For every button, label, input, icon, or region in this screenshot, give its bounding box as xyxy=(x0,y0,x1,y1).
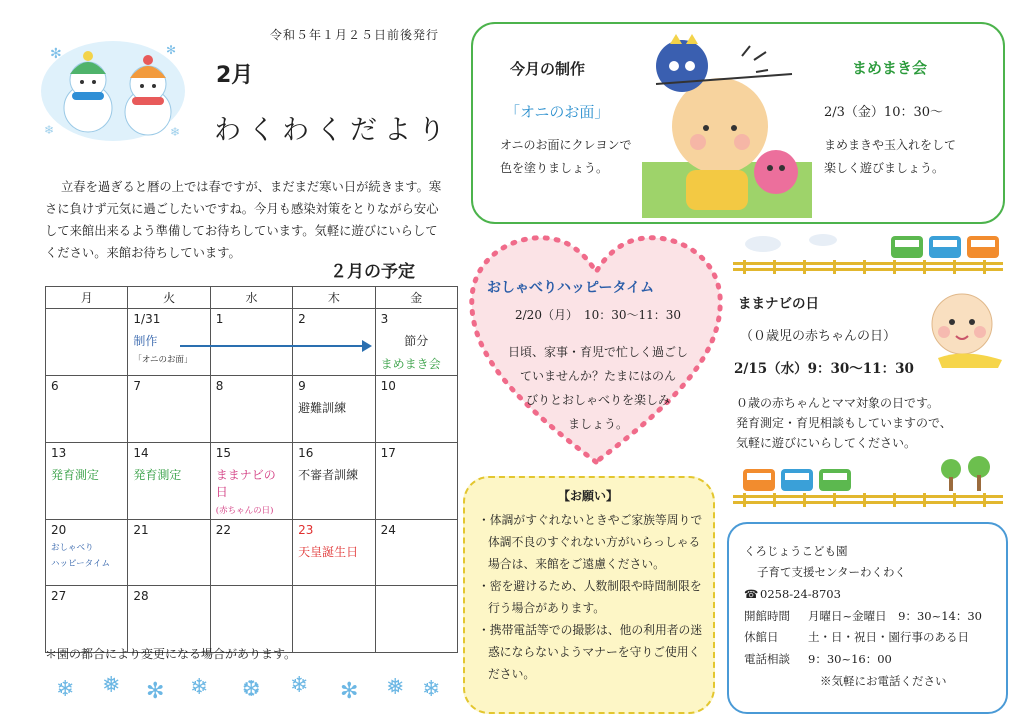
svg-text:❄: ❄ xyxy=(44,123,55,137)
calendar-day-cell xyxy=(375,309,457,376)
svg-text:✻: ✻ xyxy=(50,46,62,62)
month-label: 2月 xyxy=(216,63,254,88)
day-number: 9 xyxy=(298,379,306,393)
calendar-day-cell xyxy=(375,586,457,653)
calendar-day-cell xyxy=(46,519,128,586)
svg-text:❅: ❅ xyxy=(102,673,121,698)
day-number: 2 xyxy=(298,312,306,326)
calendar-day-cell xyxy=(128,586,210,653)
calendar-day-cell xyxy=(375,519,457,586)
calendar-event: 発育測定 xyxy=(51,467,100,482)
svg-text:❄: ❄ xyxy=(190,675,209,700)
calendar-day-cell xyxy=(293,442,375,519)
day-number: 24 xyxy=(380,522,396,537)
day-number: 13 xyxy=(51,445,67,460)
calendar-day-cell xyxy=(210,519,292,586)
svg-text:✻: ✻ xyxy=(146,679,165,704)
call-note: ※気軽にお電話ください xyxy=(820,674,947,688)
calendar-day-cell xyxy=(293,376,375,443)
day-number: 3 xyxy=(380,312,389,326)
mama-navi-heading: ままナビの日 xyxy=(738,296,819,312)
calendar-day-cell xyxy=(210,376,292,443)
day-number: 21 xyxy=(133,522,149,537)
snowflake-decoration xyxy=(50,668,450,706)
train-decoration xyxy=(733,228,1003,278)
talk-time-heading: おしゃべりハッピータイム xyxy=(487,280,655,296)
intro-text: 立春を過ぎると暦の上では春ですが、まだまだ寒い日が続きます。寒さに負けず元気に過ごしたいですね。今月も感染対策をとりながら安心して来館出来るよう準備してお待ちしています。気軽に遊びにいらしてください。来館お待ちしています。 xyxy=(45,180,442,260)
calendar-day-cell xyxy=(128,519,210,586)
day-number: 23 xyxy=(298,522,314,537)
weekday-header: 金 xyxy=(375,287,457,309)
svg-text:❄: ❄ xyxy=(290,673,309,698)
calendar-day-cell xyxy=(46,586,128,653)
mama-navi-date: 2/15（水）9：30〜11：30 xyxy=(734,361,914,377)
calendar-day-cell xyxy=(375,376,457,443)
request-item: ・携帯電話等での撮影は、他の利用者の迷惑にならないようマナーを守りご使用ください。 xyxy=(478,623,703,681)
svg-text:❄: ❄ xyxy=(170,125,181,139)
calendar-event: まめまき会 xyxy=(380,357,441,371)
calendar-event: ままナビの日 xyxy=(215,467,276,499)
svg-text:❄: ❄ xyxy=(56,677,75,702)
calendar-event: 「オニのお面」 xyxy=(133,355,193,365)
day-number: 1/31 xyxy=(133,312,161,326)
closed-days: 休館日 土・日・祝日・園行事のある日 xyxy=(744,630,969,644)
request-item: ・体調がすぐれないときやご家族等周りで体調不良のすぐれない方がいらっしゃる場合は、来館をご遠慮ください。 xyxy=(478,513,703,571)
requests-title: 【お願い】 xyxy=(558,489,619,503)
craft-name: 「オニのお面」 xyxy=(505,103,610,121)
schedule-heading: ２月の予定 xyxy=(330,262,415,282)
requests-list xyxy=(478,509,710,685)
bean-event-description: まめまきや玉入れをして 楽しく遊びましょう。 xyxy=(824,138,957,175)
day-number: 27 xyxy=(51,589,67,603)
day-number: 22 xyxy=(215,522,232,537)
calendar-day-cell xyxy=(293,519,375,586)
newsletter-title: わくわくだより xyxy=(214,115,452,146)
mama-navi-description: ０歳の赤ちゃんとママ対象の日です。 発育測定・育児相談もしていますので、 気軽に遊びにいらしてください。 xyxy=(736,396,952,450)
org-name: くろじょうこども園 xyxy=(744,544,848,558)
calendar-day-cell xyxy=(210,586,292,653)
calendar-event: 発育測定 xyxy=(133,467,182,482)
calendar-week xyxy=(46,519,458,586)
day-number: 14 xyxy=(133,445,149,460)
calendar-day-cell xyxy=(293,586,375,653)
day-number: 28 xyxy=(133,589,149,603)
snowman-illustration xyxy=(38,36,188,144)
calendar-event: 節分 xyxy=(404,334,429,348)
calendar-event: おしゃべり xyxy=(51,542,94,553)
day-number: 6 xyxy=(51,379,59,393)
baby-illustration xyxy=(918,288,1010,370)
calendar-event: 不審者訓練 xyxy=(298,467,359,482)
phone-consultation: 電話相談 9：30~16：00 xyxy=(744,652,892,666)
weekday-header: 月 xyxy=(46,287,128,309)
calendar-note: ＊園の都合により変更になる場合があります。 xyxy=(45,647,297,661)
calendar-event: (赤ちゃんの日) xyxy=(215,505,274,516)
phone-icon: ☎ xyxy=(744,587,759,601)
calendar-event: 避難訓練 xyxy=(298,401,347,415)
weekday-header: 火 xyxy=(128,287,210,309)
craft-heading: 今月の制作 xyxy=(510,60,586,78)
oni-mask-child-illustration xyxy=(642,34,812,218)
day-number: 10 xyxy=(380,379,396,393)
calendar-day-cell xyxy=(210,442,292,519)
day-number: 16 xyxy=(298,445,314,460)
day-number: 7 xyxy=(133,379,142,393)
opening-hours: 開館時間 月曜日~金曜日 9：30~14：30 xyxy=(744,609,982,623)
day-number: 17 xyxy=(380,445,396,460)
calendar-day-cell xyxy=(46,442,128,519)
day-number: 1 xyxy=(215,312,224,326)
phone-number: ☎ 0258-24-8703 xyxy=(744,587,841,601)
request-item: ・密を避けるため、人数制限や時間制限を行う場合があります。 xyxy=(478,579,702,615)
bean-event-heading: まめまき会 xyxy=(852,59,928,77)
train-decoration xyxy=(733,455,1003,511)
bean-event-date: 2/3（金）10：30〜 xyxy=(824,105,944,120)
craft-description: オニのお面にクレヨンで 色を塗りましょう。 xyxy=(500,138,632,175)
calendar-day-cell xyxy=(46,309,128,376)
calendar-day-cell xyxy=(375,442,457,519)
calendar-day-cell xyxy=(128,376,210,443)
talk-time-date: 2/20（月） 10：30〜11：30 xyxy=(515,308,682,322)
calendar-event: ハッピータイム xyxy=(51,558,110,569)
calendar-event: 制作 xyxy=(133,334,158,348)
svg-text:✻: ✻ xyxy=(340,679,359,704)
calendar-day-cell xyxy=(128,442,210,519)
center-name: 子育て支援センターわくわく xyxy=(757,565,907,579)
craft-period-arrow xyxy=(180,340,372,352)
svg-text:❅: ❅ xyxy=(386,675,405,700)
svg-text:✻: ✻ xyxy=(166,43,177,57)
calendar-week xyxy=(46,376,458,443)
calendar-day-cell xyxy=(46,376,128,443)
issue-date: 令和５年１月２５日前後発行 xyxy=(270,28,440,42)
mama-navi-subtitle: （０歳児の赤ちゃんの日） xyxy=(740,329,897,344)
day-number: 8 xyxy=(215,379,224,393)
calendar-week xyxy=(46,442,458,519)
calendar-week xyxy=(46,586,458,653)
weekday-header: 水 xyxy=(210,287,292,309)
svg-text:❄: ❄ xyxy=(422,677,441,702)
day-number: 15 xyxy=(215,445,232,460)
talk-time-description: 日頃、家事・育児で忙しく過ごし ていませんか？たまにはのん びりとおしゃべりを楽しみ ましょう。 xyxy=(507,345,688,431)
weekday-header: 木 xyxy=(293,287,375,309)
calendar-event: 天皇誕生日 xyxy=(298,544,359,559)
day-number: 20 xyxy=(51,522,67,537)
svg-text:❆: ❆ xyxy=(242,677,261,702)
